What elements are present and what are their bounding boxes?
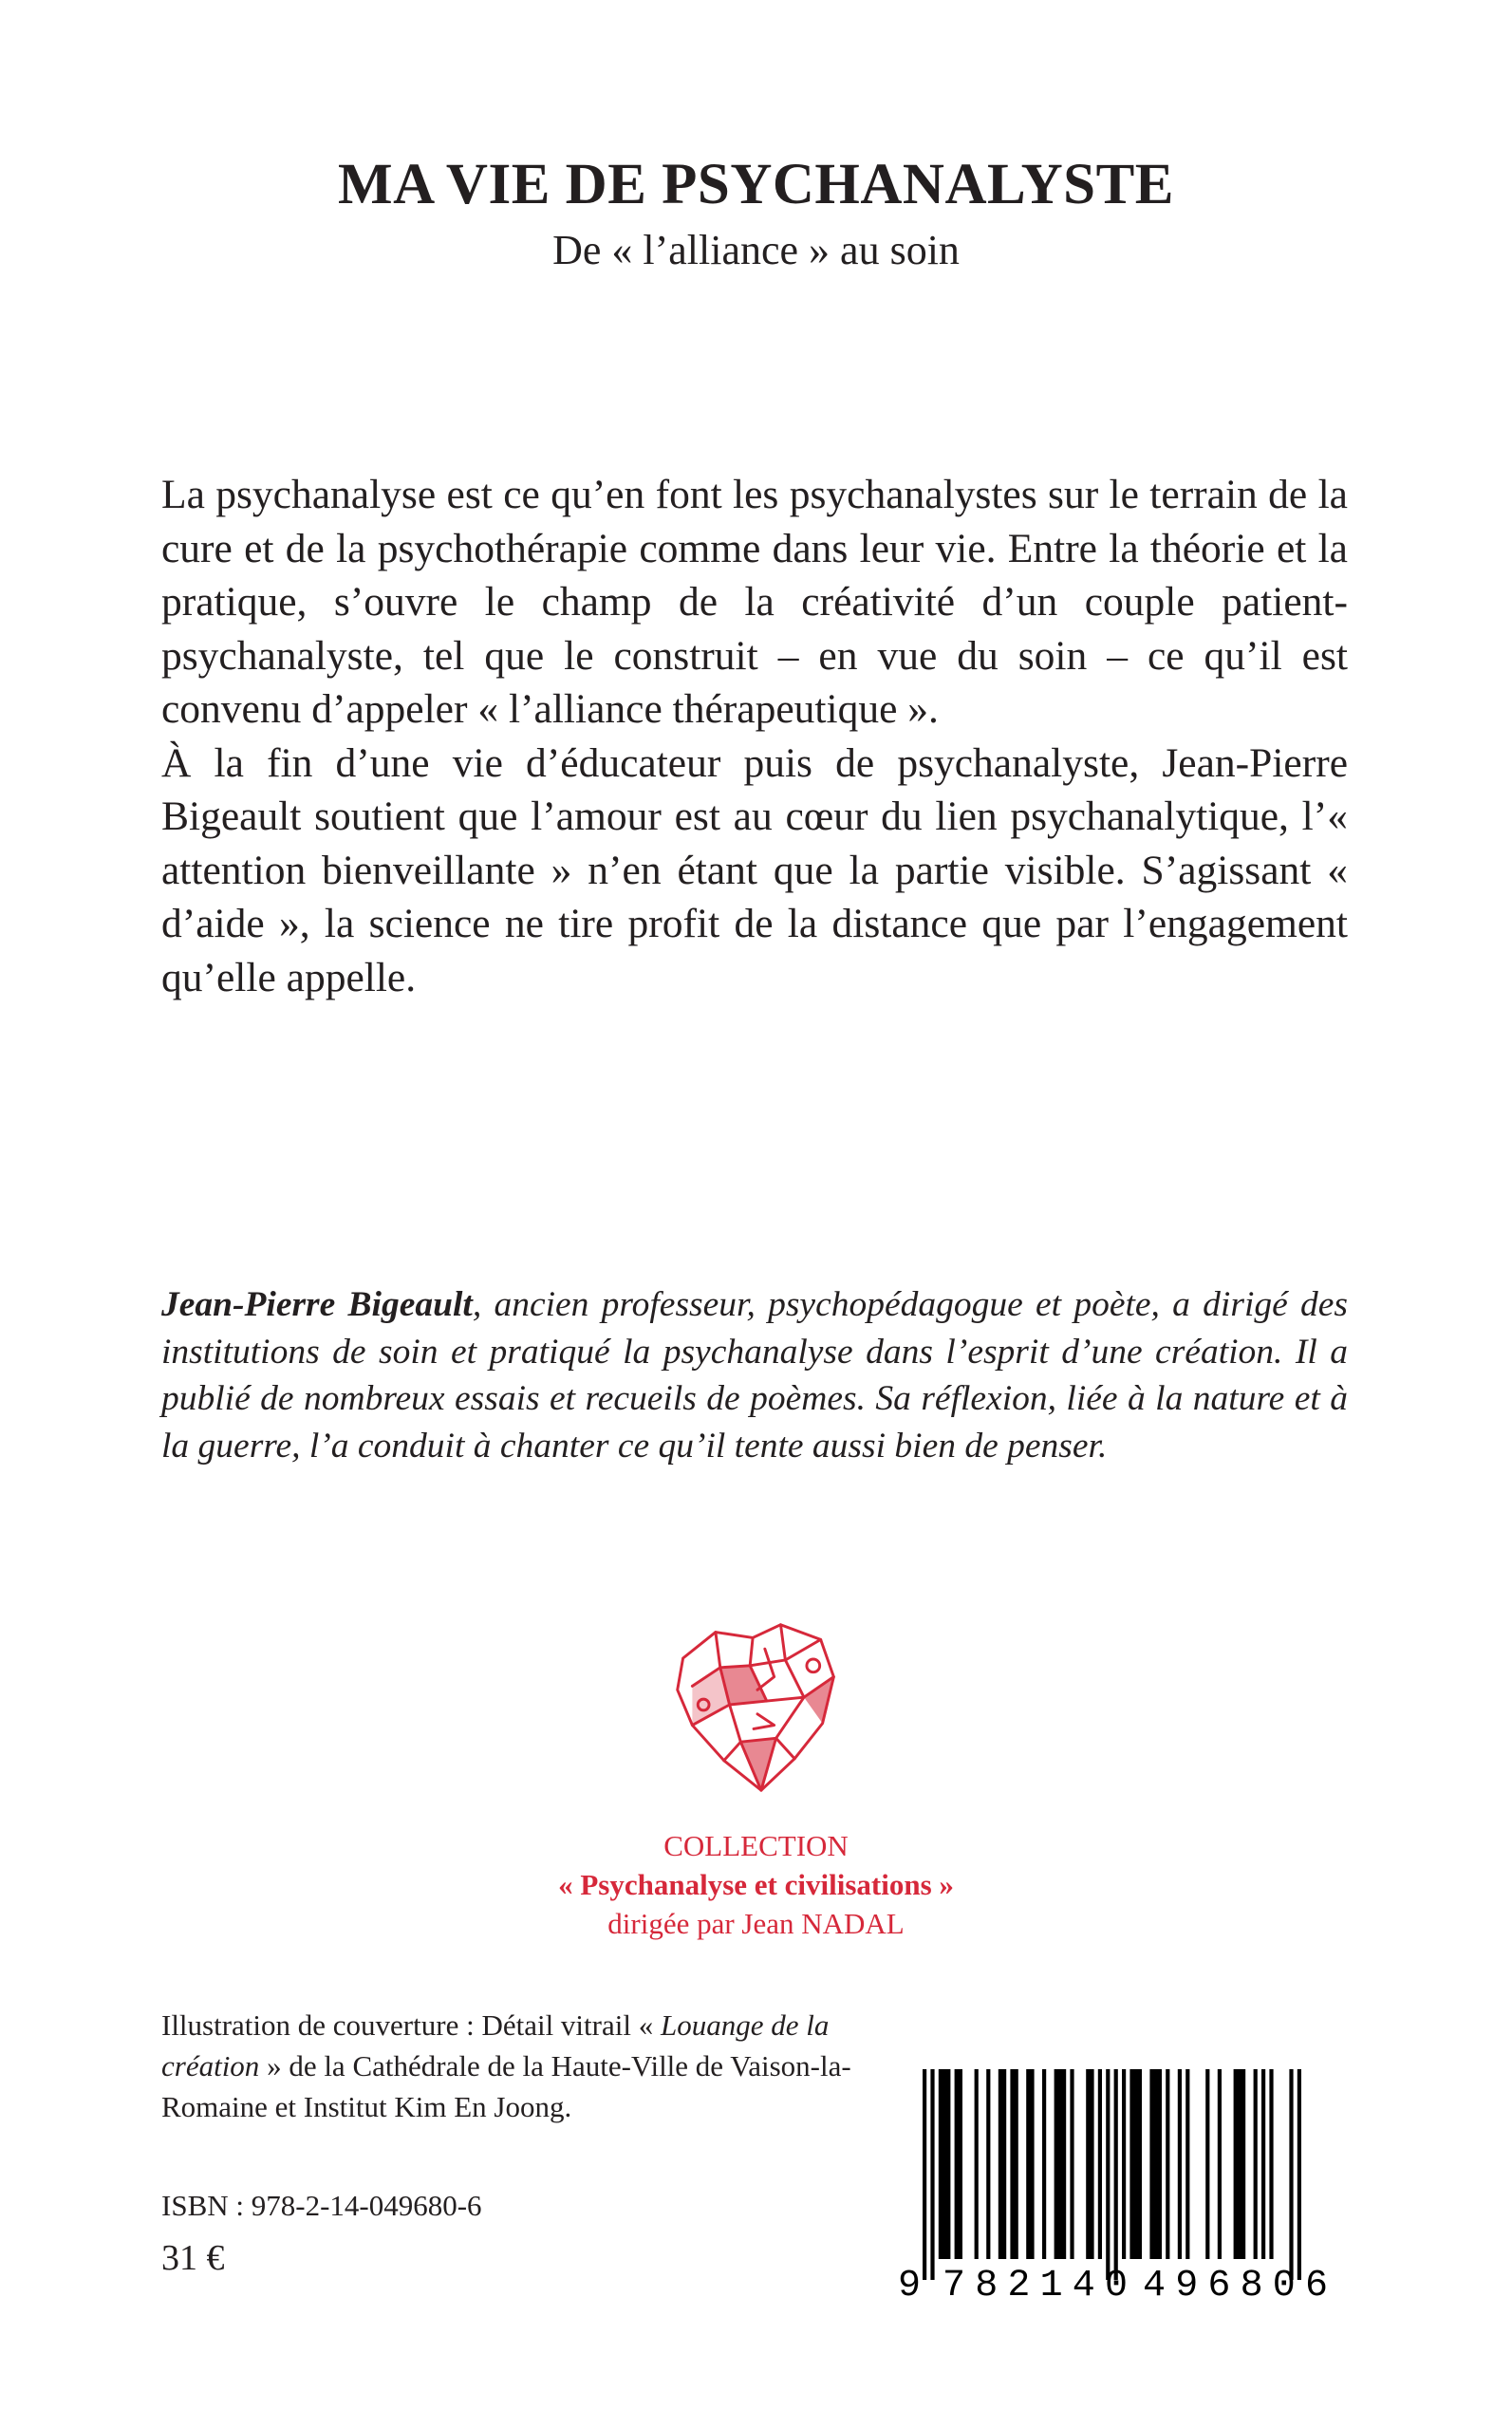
collection-info (0, 1826, 1512, 1943)
barcode-bar (1234, 2069, 1246, 2259)
author-bio (161, 1281, 1348, 1469)
credit-prefix: Illustration de couverture : Détail vitrail « (161, 2008, 661, 2042)
barcode-bar (939, 2069, 951, 2259)
barcode-bar (1122, 2069, 1126, 2259)
barcode (894, 2065, 1357, 2301)
barcode-bar (955, 2069, 962, 2259)
price: 31 € (161, 2238, 225, 2278)
credit-work-title: Louange de la création (161, 2008, 830, 2082)
back-cover-summary (161, 468, 1348, 1004)
barcode-bar (1149, 2069, 1162, 2259)
barcode-bar (1098, 2069, 1102, 2259)
barcode-left-digits: 782140 (943, 2265, 1128, 2301)
barcode-bar (1055, 2069, 1067, 2259)
barcode-bar (1178, 2069, 1182, 2259)
collection-name: « Psychanalyse et civilisations » (558, 1868, 954, 1901)
collection-director: dirigée par Jean NADAL (607, 1907, 905, 1940)
author-bio-text: , ancien professeur, psychopédagogue et poète, a dirigé des institutions de soin et pratiqué la psychanalyse dans l’esprit d’une création. Il a publié de nombreux essais et recueils de poèmes. Sa réflexion, liée à la nature et à la guerre, l’a conduit à chanter ce qu’il tente aussi bien de penser. (161, 1285, 1349, 1466)
barcode-bar (1114, 2069, 1118, 2280)
barcode-bar (1261, 2069, 1265, 2259)
barcode-bar (1297, 2069, 1301, 2280)
barcode-bar (1289, 2069, 1293, 2280)
cover-illustration-credit (161, 2005, 883, 2127)
barcode-right-digits: 496806 (1143, 2265, 1328, 2301)
barcode-bar (1254, 2069, 1258, 2259)
barcode-bar (1205, 2069, 1209, 2259)
barcode-bar (1086, 2069, 1093, 2259)
book-title: MA VIE DE PSYCHANALYSTE (338, 153, 1174, 216)
publisher-logo-icon (664, 1612, 850, 1798)
barcode-bar (1042, 2069, 1046, 2259)
barcode-bar (975, 2069, 979, 2259)
barcode-bar (1269, 2069, 1273, 2259)
credit-suffix: » de la Cathédrale de la Haute-Ville de Vaison-la-Romaine et Institut Kim En Joong. (161, 2049, 851, 2123)
barcode-bar (1218, 2069, 1222, 2259)
barcode-bars (923, 2069, 1301, 2280)
author-name: Jean-Pierre Bigeault (161, 1285, 473, 1324)
barcode-bar (930, 2069, 934, 2280)
isbn: ISBN : 978-2-14-049680-6 (161, 2189, 482, 2222)
barcode-bar (1185, 2069, 1189, 2259)
barcode-bar (923, 2069, 926, 2280)
summary-paragraph-2: À la fin d’une vie d’éducateur puis de psychanalyste, Jean-Pierre Bigeault soutient que l’amour est au cœur du lien psychanalytique, l’« attention bienveillante » n’en étant que la partie visible. S’agissant « d’aide », la science ne tire profit de la distance que par l’engagement qu’elle appelle. (161, 739, 1348, 1000)
barcode-bar (1070, 2069, 1073, 2259)
summary-paragraph-1: La psychanalyse est ce qu’en font les psychanalystes sur le terrain de la cure et de la psychothérapie comme dans leur vie. Entre la théorie et la pratique, s’ouvre le champ de la créativité d’un couple patient-psychanalyste, tel que le construit – en vue du soin – ce qu’il est convenu d’appeler « l’alliance thérapeutique ». (161, 472, 1348, 732)
barcode-bar (986, 2069, 990, 2259)
barcode-bar (1106, 2069, 1110, 2280)
barcode-first-digit: 9 (898, 2265, 922, 2301)
collection-label: COLLECTION (663, 1829, 849, 1862)
book-subtitle: De « l’alliance » au soin (552, 227, 960, 273)
barcode-bar (1010, 2069, 1017, 2259)
barcode-bar (1166, 2069, 1169, 2259)
barcode-bar (999, 2069, 1006, 2259)
barcode-bar (1129, 2069, 1142, 2259)
barcode-bar (1026, 2069, 1034, 2259)
